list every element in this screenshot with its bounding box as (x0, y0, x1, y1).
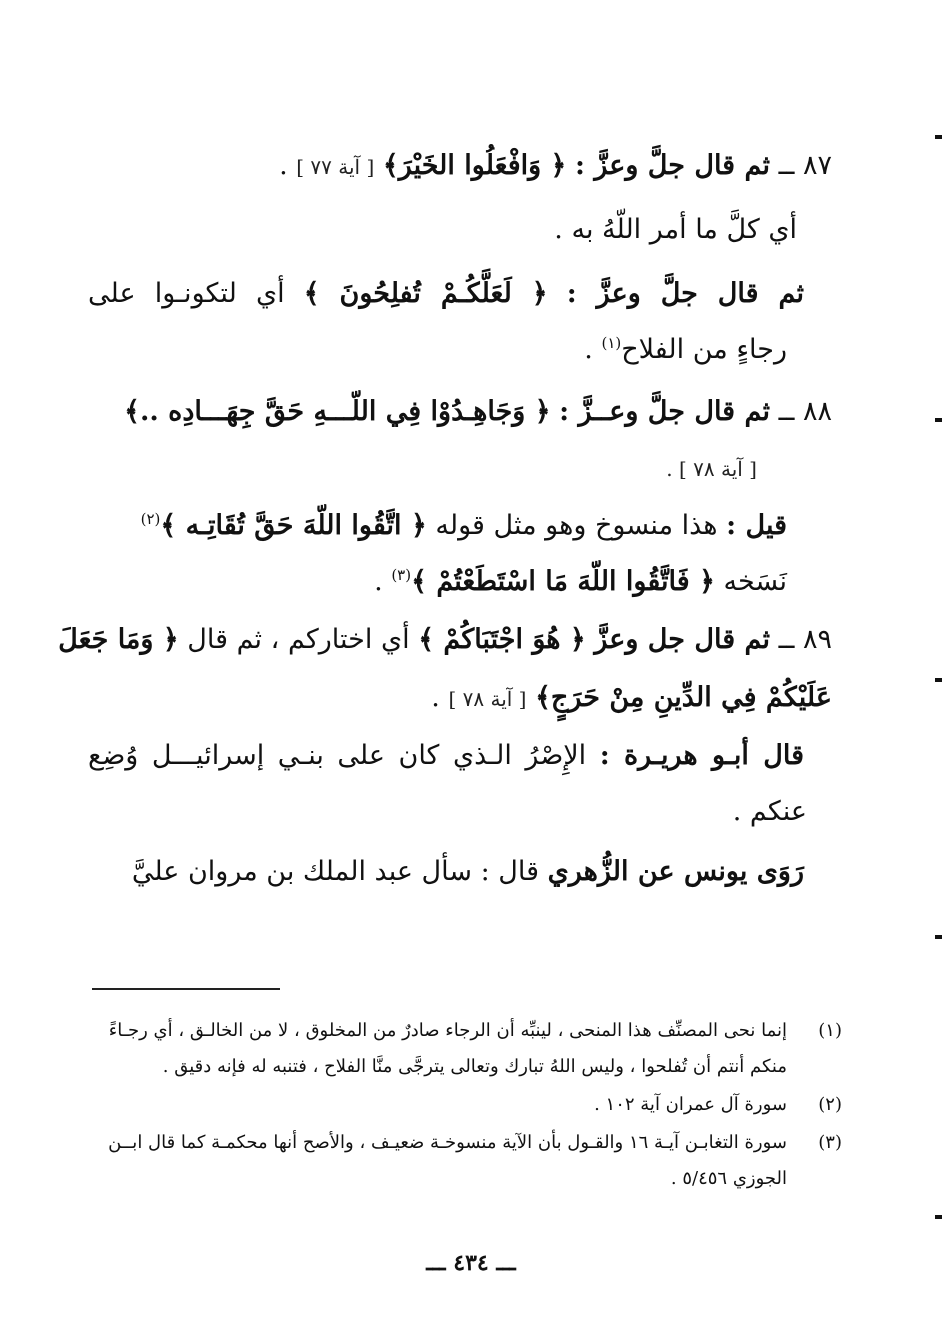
commentary-text: أي اختاركم ، ثم قال (187, 624, 410, 655)
period: . (279, 150, 288, 181)
quran-quote: ﴿ فَاتَّقُوا اللّهَ مَا اسْتَطَعْتُمْ ﴾ (411, 566, 715, 597)
footnote-ref: (١) (601, 334, 622, 352)
scan-mark (935, 135, 942, 139)
footnote-text: الجوزي ٥/٤٥٦ . (670, 1168, 787, 1189)
item-number: ٨٨ ــ (778, 396, 832, 427)
commentary-text: نَسَخه (723, 566, 787, 597)
quran-quote: ﴿ هُوَ اجْتَبَاكُمْ ﴾ (418, 624, 586, 655)
scan-mark (935, 418, 942, 422)
commentary-text: هذا منسوخ وهو مثل قوله (435, 510, 718, 541)
commentary-text: الإِصْرُ الـذي كان على بنـي إسرائيـــل وُضِع (88, 740, 587, 771)
quran-quote: ﴿ وَجَاهِـدُوْا فِي اللّـــهِ حَقَّ جِهَـــادِه ..﴾ (124, 396, 551, 427)
quran-quote: عَلَيْكُمْ فِي الدِّينِ مِنْ حَرَجٍ﴾ (535, 682, 832, 713)
footnote-ref: (٢) (140, 510, 161, 528)
footnote-text: سورة آل عمران آية ١٠٢ . (594, 1094, 787, 1115)
page-number: ـــ ٤٣٤ ـــ (426, 1250, 516, 1276)
intro-text: ثم قال جل وعزَّ (594, 624, 770, 655)
explanation-text: أي كلَّ ما أمر اللّهُ به . (554, 214, 797, 245)
footnote-text: سورة التغابـن آيـة ١٦ والقـول بأن الآية منسوخـة ضعيـف ، والأصح أنها محكمـة كما قال ابــن (108, 1132, 787, 1153)
footnote-text: منكم أنتم أن تُفلحوا ، وليس اللهُ تبارك وتعالى يترجَّى منَّا الفلاح ، فتنبه له فإنه دقيق . (162, 1056, 787, 1077)
footnote-text: إنما نحى المصنِّف هذا المنحى ، لينبِّه أن الرجاء صادرٌ من المخلوق ، لا من الخالـق ، أي رجـاءً (108, 1020, 787, 1041)
verse-reference: [ آية ٧٨ ] . (666, 457, 757, 481)
abrogation-line (85, 510, 787, 542)
footnote-number: (٣) (818, 1132, 842, 1153)
quran-quote: ﴿ وَافْعَلُوا الخَيْرَ﴾ (382, 150, 567, 181)
verse-reference: [ آية ٧٨ ] (448, 687, 527, 711)
commentary-text: قال : سأل عبد الملك بن مروان عليَّ (131, 856, 540, 887)
footnote-ref: (٣) (391, 566, 412, 584)
narration-line-2 (85, 796, 807, 828)
intro-text: ثم قال جلَّ وعزَّ : (574, 150, 770, 181)
item-number: ٨٩ ــ (778, 624, 832, 655)
footnote-separator (92, 988, 280, 990)
scan-mark (935, 1215, 942, 1219)
item-number: ٨٧ ــ (778, 150, 832, 181)
commentary-text: عنكم . (732, 796, 807, 827)
commentary-text: أي لتكونـوا على (88, 278, 285, 309)
period: . (431, 682, 440, 713)
narration-line-3 (92, 856, 804, 888)
verse-reference-line (85, 452, 757, 484)
verse-reference: [ آية ٧٧ ] (296, 155, 375, 179)
lead-word: قال أبـو هريـرة : (599, 740, 804, 771)
abrogation-line-2 (85, 566, 787, 598)
explanation-line (85, 214, 797, 246)
quran-quote: ﴿ اتَّقُوا اللّهَ حَقَّ تُقَاتِـه ﴾ (160, 510, 427, 541)
period: . (374, 566, 392, 597)
footnote-number: (٢) (818, 1094, 842, 1115)
lead-word: رَوَى يونس عن الزُّهري (547, 856, 804, 887)
verse-89-line (58, 624, 832, 656)
intro-text: ثم قال جلَّ وعزَّ : (566, 278, 804, 309)
scan-mark (935, 678, 942, 682)
scan-mark (935, 935, 942, 939)
commentary-line (88, 278, 804, 310)
quran-quote-2: ﴿ وَمَا جَعَلَ (58, 624, 179, 655)
intro-text: ثم قال جلَّ وعــزَّ : (559, 396, 770, 427)
commentary-text: رجاءٍ من الفلاح (621, 334, 787, 365)
period: . (584, 334, 602, 365)
narration-line (88, 740, 804, 772)
commentary-line-2 (85, 334, 787, 366)
quran-quote: ﴿ لَعَلَّكُـمْ تُفلِحُونَ ﴾ (303, 278, 548, 309)
verse-89-line-2 (85, 682, 832, 714)
footnote-number: (١) (818, 1020, 842, 1041)
verse-88-line (85, 396, 832, 428)
verse-87-line (85, 150, 832, 182)
lead-word: قيل : (726, 510, 787, 541)
